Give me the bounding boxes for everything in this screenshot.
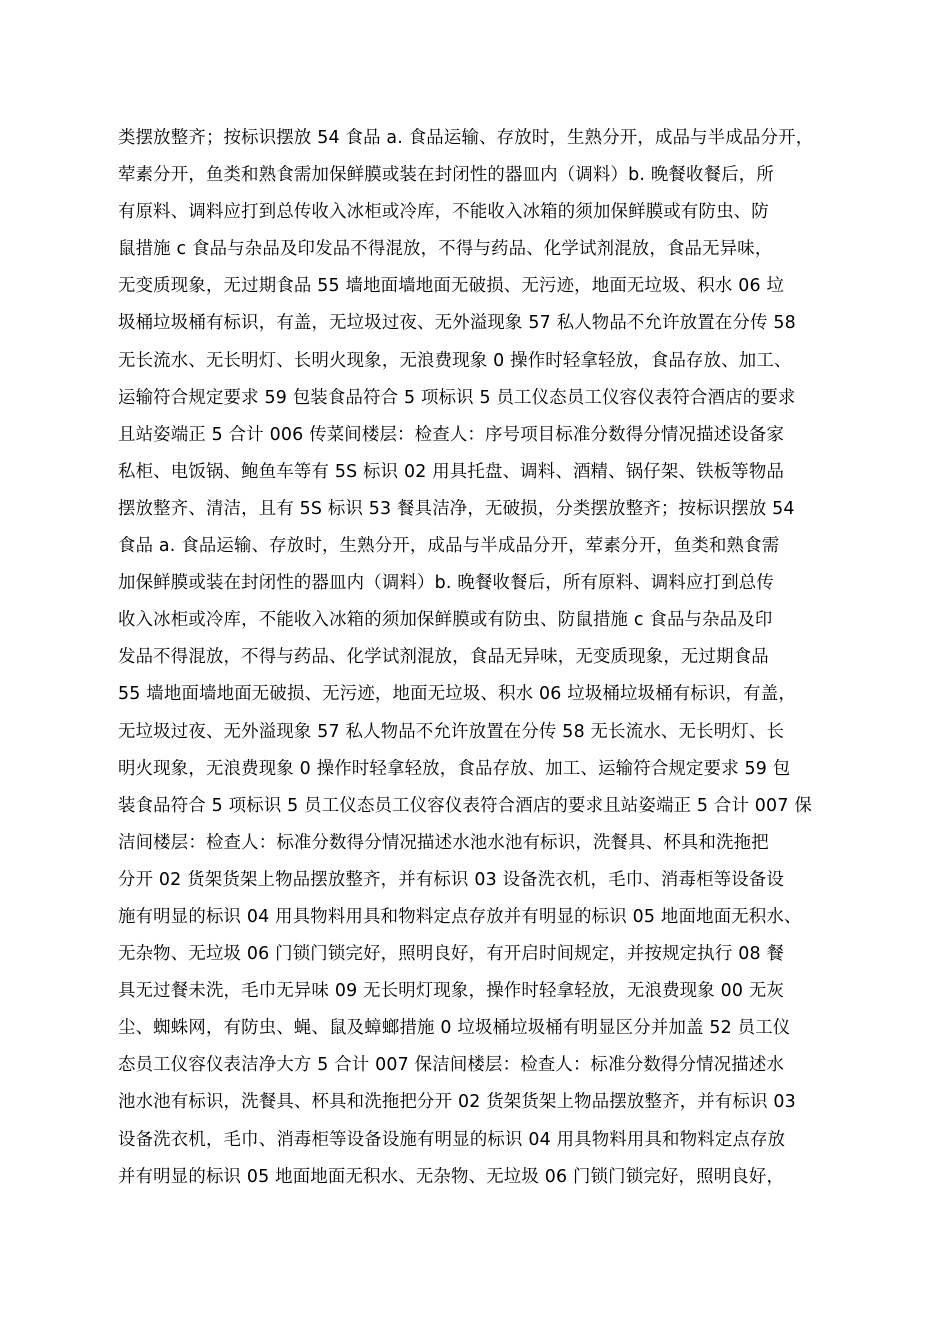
text-line: 装食品符合 5 项标识 5 员工仪态员工仪容仪表符合酒店的要求且站姿端正 5 合计 007 保 [118, 795, 812, 816]
text-line: 具无过餐未洗，毛巾无异味 09 无长明灯现象，操作时轻拿轻放，无浪费现象 00 无灰 [118, 981, 785, 1002]
text-line: 食品 a. 食品运输、存放时，生熟分开，成品与半成品分开，荤素分开，鱼类和熟食需 [118, 536, 780, 557]
text-line: 分开 02 货架货架上物品摆放整齐，并有标识 03 设备洗衣机，毛巾、消毒柜等设备设 [118, 869, 785, 890]
text-line: 运输符合规定要求 59 包装食品符合 5 项标识 5 员工仪态员工仪容仪表符合酒店的要求 [118, 387, 796, 408]
text-line: 态员工仪容仪表洁净大方 5 合计 007 保洁间楼层：检查人：标准分数得分情况描述水 [118, 1055, 785, 1076]
text-line: 无垃圾过夜、无外溢现象 57 私人物品不允许放置在分传 58 无长流水、无长明灯、长 [118, 721, 785, 742]
text-line: 荤素分开，鱼类和熟食需加保鲜膜或装在封闭性的器皿内（调料）b. 晚餐收餐后，所 [118, 165, 774, 186]
text-line: 55 墙地面墙地面无破损、无污迹，地面无垃圾、积水 06 垃圾桶垃圾桶有标识，有盖， [118, 684, 796, 705]
text-line: 设备洗衣机，毛巾、消毒柜等设备设施有明显的标识 04 用具物料用具和物料定点存放 [118, 1129, 786, 1150]
text-line: 收入冰柜或冷库，不能收入冰箱的须加保鲜膜或有防虫、防鼠措施 c 食品与杂品及印 [118, 610, 773, 631]
text-line: 施有明显的标识 04 用具物料用具和物料定点存放并有明显的标识 05 地面地面无积水、 [118, 906, 802, 927]
text-line: 圾桶垃圾桶有标识，有盖，无垃圾过夜、无外溢现象 57 私人物品不允许放置在分传 58 [118, 313, 796, 334]
text-line: 加保鲜膜或装在封闭性的器皿内（调料）b. 晚餐收餐后，所有原料、调料应打到总传 [118, 573, 774, 594]
text-line: 并有明显的标识 05 地面地面无积水、无杂物、无垃圾 06 门锁门锁完好，照明良好， [118, 1166, 785, 1187]
text-line: 无长流水、无长明灯、长明火现象，无浪费现象 0 操作时轻拿轻放，食品存放、加工、 [118, 350, 792, 371]
body-text [118, 120, 838, 1196]
text-line: 且站姿端正 5 合计 006 传菜间楼层：检查人：序号项目标准分数得分情况描述设备家 [118, 424, 785, 445]
text-line: 池水池有标识，洗餐具、杯具和洗拖把分开 02 货架货架上物品摆放整齐，并有标识 03 [118, 1092, 796, 1113]
text-line: 鼠措施 c 食品与杂品及印发品不得混放，不得与药品、化学试剂混放，食品无异味， [118, 239, 773, 260]
text-line: 无杂物、无垃圾 06 门锁门锁完好，照明良好，有开启时间规定，并按规定执行 08 餐 [118, 944, 785, 965]
text-line: 洁间楼层：检查人：标准分数得分情况描述水池水池有标识，洗餐具、杯具和洗拖把 [118, 832, 769, 853]
text-line: 尘、蜘蛛网，有防虫、蝇、鼠及蟑螂措施 0 垃圾桶垃圾桶有明显区分并加盖 52 员工仪 [118, 1018, 791, 1039]
text-line: 摆放整齐、清洁，且有 5S 标识 53 餐具洁净，无破损，分类摆放整齐；按标识摆放 54 [118, 498, 795, 519]
text-line: 私柜、电饭锅、鲍鱼车等有 5S 标识 02 用具托盘、调料、酒精、锅仔架、铁板等物品 [118, 461, 785, 482]
text-line: 发品不得混放，不得与药品、化学试剂混放，食品无异味，无变质现象，无过期食品 [118, 647, 769, 668]
text-line: 有原料、调料应打到总传收入冰柜或冷库，不能收入冰箱的须加保鲜膜或有防虫、防 [118, 202, 769, 223]
text-line: 无变质现象，无过期食品 55 墙地面墙地面无破损、无污迹，地面无垃圾、积水 06 垃 [118, 276, 785, 297]
text-line: 明火现象，无浪费现象 0 操作时轻拿轻放，食品存放、加工、运输符合规定要求 59 包 [118, 758, 791, 779]
text-line: 类摆放整齐；按标识摆放 54 食品 a. 食品运输、存放时，生熟分开，成品与半成品分开， [118, 128, 814, 148]
